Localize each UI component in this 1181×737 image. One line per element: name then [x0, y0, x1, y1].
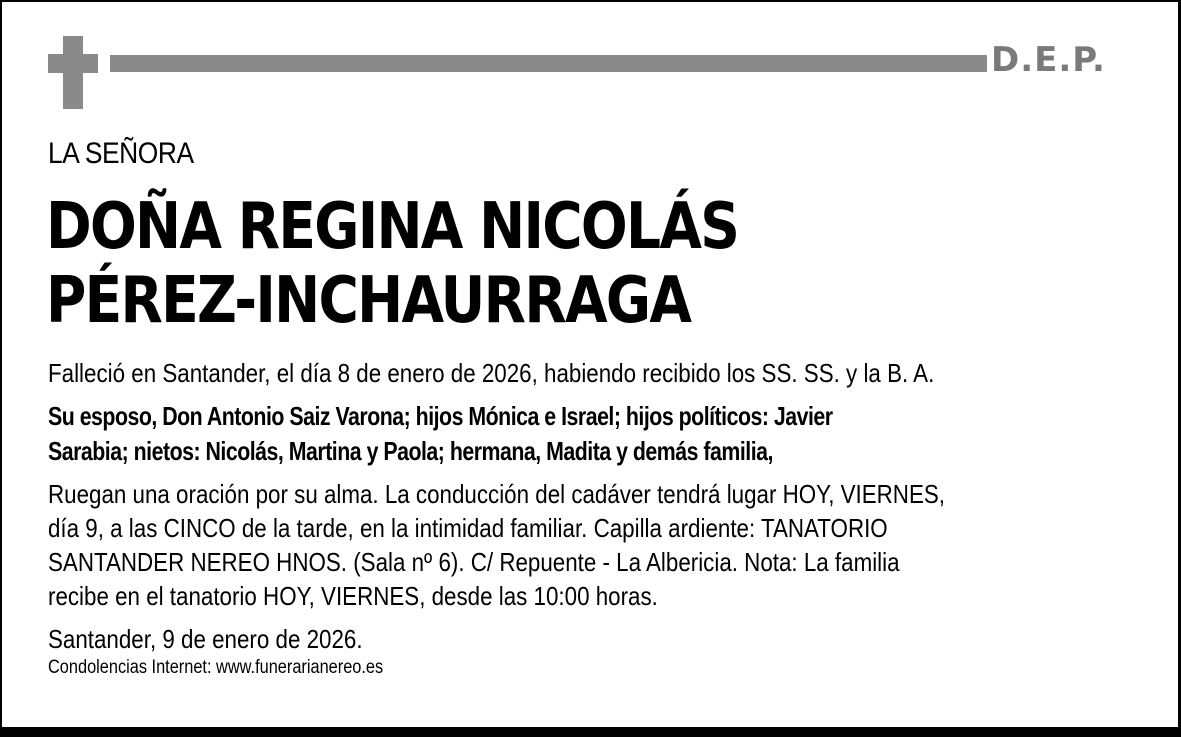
- request-line-4: recibe en el tanatorio HOY, VIERNES, desde las 10:00 horas.: [48, 581, 658, 611]
- title-prefix: LA SEÑORA: [48, 137, 194, 170]
- request-line-1: Ruegan una oración por su alma. La conducción del cadáver tendrá lugar HOY, VIERNES,: [48, 479, 946, 509]
- place-date: Santander, 9 de enero de 2026.: [48, 624, 363, 654]
- condolences-link: Condolencias Internet: www.funerarianereo.es: [48, 657, 384, 678]
- frame-bottom-bar: [0, 727, 1181, 737]
- deceased-name: [46, 190, 738, 338]
- deceased-name-line-2: PÉREZ-INCHAURRAGA: [46, 264, 691, 338]
- request-line-3: SANTANDER NEREO HNOS. (Sala nº 6). C/ Repuente - La Albericia. Nota: La familia: [48, 547, 900, 577]
- dep-label: D.E.P.: [991, 40, 1106, 80]
- cross-icon-crossbar: [48, 54, 98, 73]
- deceased-name-line-1: DOÑA REGINA NICOLÁS: [46, 190, 739, 264]
- header-rule: [110, 55, 987, 72]
- family-line-1: Su esposo, Don Antonio Saiz Varona; hijos Mónica e Israel; hijos políticos: Javier: [48, 401, 833, 431]
- death-notice-card: [2, 2, 1178, 727]
- request-line-2: día 9, a las CINCO de la tarde, en la intimidad familiar. Capilla ardiente: TANATORIO: [48, 513, 888, 543]
- death-statement: Falleció en Santander, el día 8 de enero de 2026, habiendo recibido los SS. SS. y la B. A.: [48, 358, 935, 388]
- family-line-2: Sarabia; nietos: Nicolás, Martina y Paola; hermana, Madita y demás familia,: [48, 436, 773, 466]
